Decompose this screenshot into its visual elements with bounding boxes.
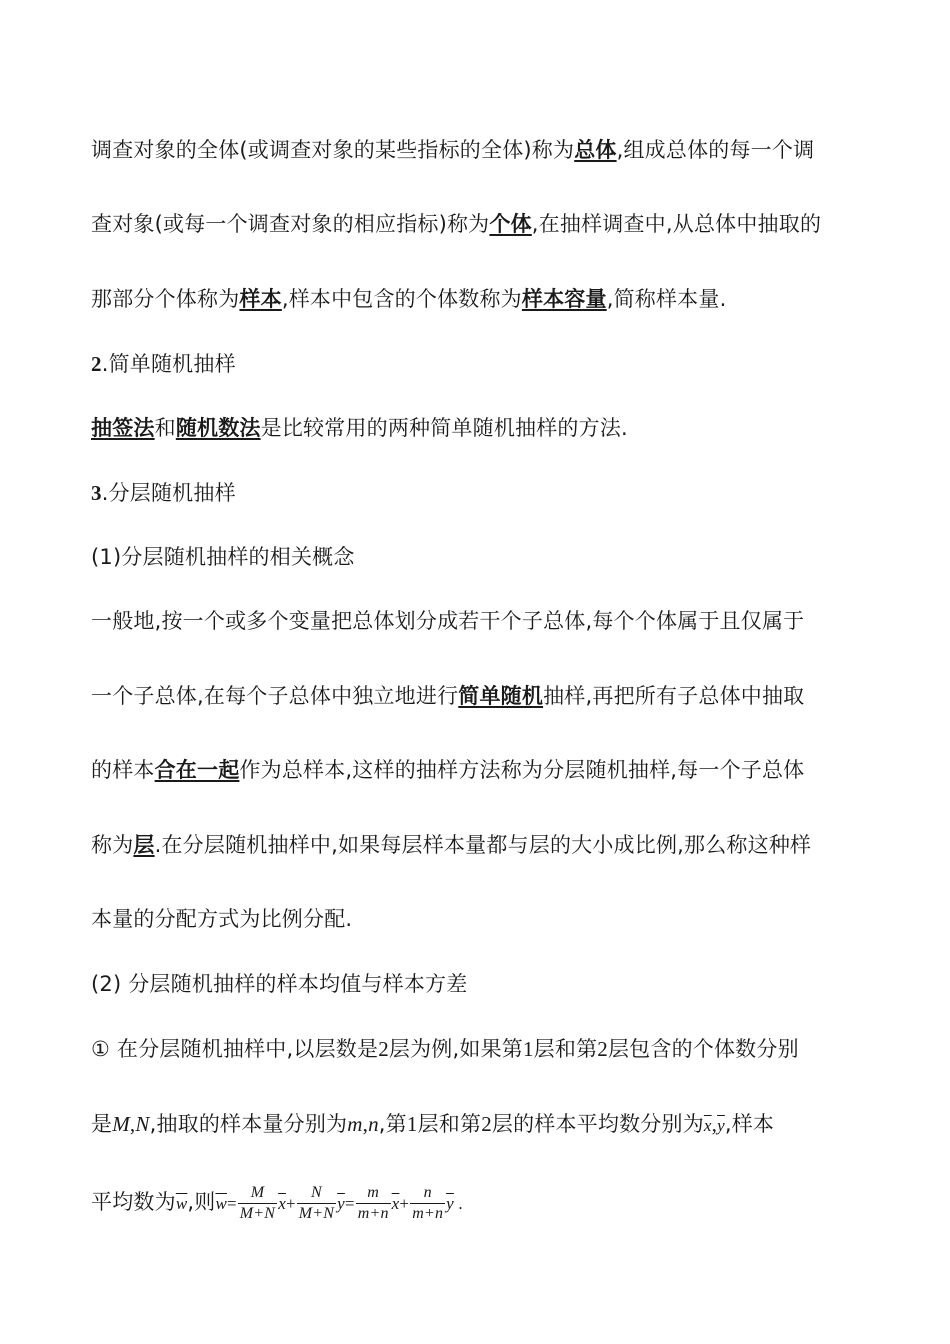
section-title: .分层随机抽样: [101, 481, 236, 505]
text: 调查对象的全体(或调查对象的某些指标的全体)称为: [91, 138, 575, 162]
fraction-m-over-mn: [356, 1183, 391, 1224]
text: 层包含的个体数分别: [607, 1037, 799, 1061]
var-w-bar: $\overline{w}$: [215, 1194, 227, 1213]
text: 的样本: [91, 758, 155, 782]
text: 层的样本平均数分别为: [491, 1112, 704, 1136]
text: 本量的分配方式为比例分配.: [91, 907, 353, 931]
denominator: m+n: [412, 1204, 444, 1222]
plus-sign: +: [399, 1194, 410, 1213]
term-random-number-method: 随机数法: [175, 416, 261, 440]
number: 1: [522, 1037, 534, 1061]
plus-sign: +: [285, 1194, 296, 1213]
text: .在分层随机抽样中,如果每层样本量都与层的大小成比例,那么称这种样: [154, 833, 812, 857]
text: ,: [362, 1112, 369, 1136]
section-title: .简单随机抽样: [101, 352, 236, 376]
var-n: n: [368, 1112, 379, 1136]
denominator: m+n: [357, 1204, 389, 1222]
text: 一般地,按一个或多个变量把总体划分成若干个子总体,每个个体属于且仅属于: [91, 609, 805, 633]
section3-heading: [91, 479, 236, 507]
term-individual: 个体: [489, 212, 532, 236]
para3-line2: [91, 682, 804, 710]
denominator: M+N: [298, 1204, 335, 1222]
text: ,: [129, 1112, 136, 1136]
subsection-title: (2) 分层随机抽样的样本均值与样本方差: [91, 972, 468, 996]
period: .: [453, 1194, 463, 1213]
fraction-n-over-mn: [410, 1183, 445, 1224]
var-M: M: [112, 1112, 130, 1136]
term-lottery-method: 抽签法: [91, 416, 155, 440]
text: 是: [91, 1112, 113, 1136]
var-N: N: [135, 1112, 150, 1136]
text: ,则: [187, 1190, 216, 1214]
number: 2: [481, 1112, 492, 1136]
var-x-bar: $\overline{x}$: [278, 1194, 286, 1213]
text: ,在抽样调查中,从总体中抽取的: [531, 212, 822, 236]
number: 1: [406, 1112, 418, 1136]
numerator: M: [238, 1183, 277, 1204]
numerator: m: [356, 1183, 391, 1204]
section2-heading: [91, 350, 236, 378]
para4-line3-formula: [91, 1180, 463, 1226]
para1-line2: [91, 210, 821, 238]
denominator: M+N: [239, 1204, 276, 1222]
text: 和: [154, 416, 176, 440]
text: 抽样,再把所有子总体中抽取: [543, 684, 805, 708]
fraction-M-over-MN: [238, 1183, 277, 1224]
para3-line3: [91, 756, 804, 784]
para4-line2: [91, 1110, 774, 1140]
subsection-2-heading: [91, 970, 467, 998]
section2-paragraph: [91, 414, 628, 442]
text: 那部分个体称为: [91, 287, 240, 311]
text: 称为: [91, 833, 134, 857]
term-stratum: 层: [133, 833, 155, 857]
text: ,样本: [724, 1112, 775, 1136]
text: ,组成总体的每一个调: [616, 138, 815, 162]
text: 层为例,如果第: [388, 1037, 523, 1061]
term-population: 总体: [574, 138, 617, 162]
text: ,样本中包含的个体数称为: [281, 287, 522, 311]
number: 2: [378, 1037, 389, 1061]
text: ,第: [378, 1112, 407, 1136]
text: 层和第: [417, 1112, 482, 1136]
para3-line4: [91, 831, 811, 859]
para4-line1: [91, 1035, 799, 1063]
subsection-title: (1)分层随机抽样的相关概念: [91, 545, 355, 569]
para1-line1: [91, 136, 814, 164]
var-x-bar: $\overline{x}$: [703, 1116, 712, 1135]
var-x-bar: $\overline{x}$: [391, 1194, 400, 1213]
section-number: 2: [91, 352, 102, 376]
para1-line3: [91, 285, 726, 313]
numerator: n: [410, 1183, 445, 1204]
text: ① 在分层随机抽样中,以层数是: [91, 1037, 379, 1061]
numerator: N: [297, 1183, 336, 1204]
var-y-bar: $\overline{y}$: [446, 1194, 454, 1213]
subsection-1-heading: [91, 543, 355, 571]
equals-sign: =: [226, 1194, 237, 1213]
fraction-N-over-MN: [297, 1183, 336, 1224]
term-sample: 样本: [239, 287, 282, 311]
term-simple-random: 简单随机: [458, 684, 544, 708]
term-sample-size: 样本容量: [521, 287, 607, 311]
text: ,简称样本量.: [606, 287, 727, 311]
equals-sign: =: [344, 1194, 355, 1213]
var-m: m: [347, 1112, 363, 1136]
text: 平均数为: [91, 1190, 176, 1214]
term-combined: 合在一起: [154, 758, 240, 782]
number: 2: [597, 1037, 608, 1061]
text: ,抽取的样本量分别为: [149, 1112, 348, 1136]
var-y-bar: $\overline{y}$: [717, 1116, 725, 1135]
text: 是比较常用的两种简单随机抽样的方法.: [260, 416, 628, 440]
text: 查对象(或每一个调查对象的相应指标)称为: [91, 212, 490, 236]
para3-line1: [91, 607, 804, 635]
var-y-bar: $\overline{y}$: [337, 1194, 345, 1213]
var-w-bar: $\overline{w}$: [175, 1194, 188, 1213]
text: ,: [711, 1112, 718, 1136]
text: 层和第: [533, 1037, 598, 1061]
section-number: 3: [91, 481, 102, 505]
para3-line5: [91, 905, 352, 933]
text: 作为总样本,这样的抽样方法称为分层随机抽样,每一个子总体: [239, 758, 805, 782]
text: 一个子总体,在每个子总体中独立地进行: [91, 684, 459, 708]
